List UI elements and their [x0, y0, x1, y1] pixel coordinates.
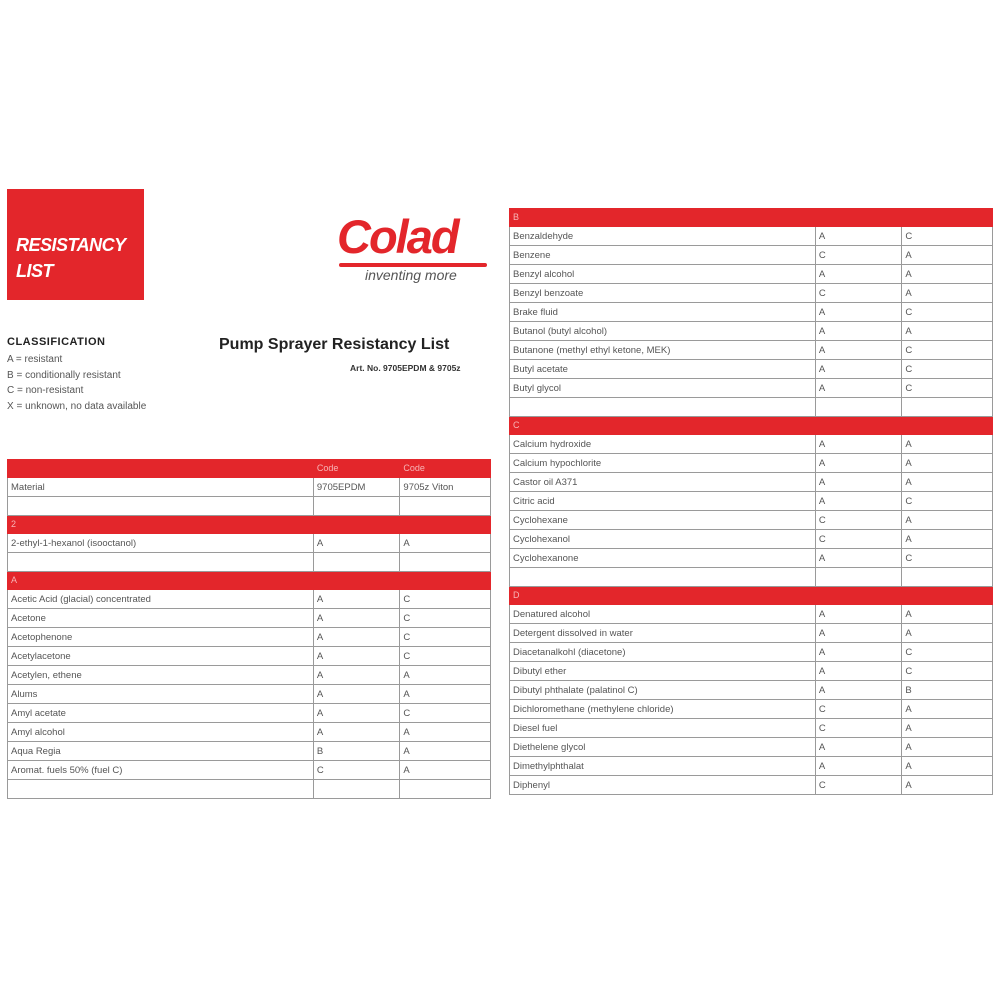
table-row	[510, 511, 993, 530]
epdm-rating-cell	[815, 417, 902, 435]
table-row	[510, 643, 993, 662]
viton-rating-cell: A	[902, 700, 993, 719]
section-header-row	[8, 572, 491, 590]
viton-rating-cell: C	[902, 549, 993, 568]
material-cell: 2	[8, 516, 314, 534]
epdm-rating-cell: A	[815, 549, 902, 568]
table-row	[510, 700, 993, 719]
epdm-rating-cell: A	[313, 723, 400, 742]
table-row	[510, 776, 993, 795]
viton-rating-cell: A	[902, 473, 993, 492]
epdm-rating-cell: A	[815, 662, 902, 681]
material-cell	[8, 780, 314, 799]
viton-rating-cell	[902, 209, 993, 227]
table-row	[8, 497, 491, 516]
material-cell: Aromat. fuels 50% (fuel C)	[8, 761, 314, 780]
table-row	[510, 624, 993, 643]
table-row	[510, 757, 993, 776]
viton-rating-cell: A	[902, 757, 993, 776]
viton-rating-cell: A	[400, 685, 491, 704]
viton-rating-cell: A	[902, 738, 993, 757]
epdm-rating-cell: A	[815, 435, 902, 454]
viton-rating-cell: C	[400, 628, 491, 647]
material-cell: Cyclohexanone	[510, 549, 816, 568]
epdm-rating-cell: A	[815, 492, 902, 511]
material-cell: Acetylacetone	[8, 647, 314, 666]
epdm-rating-cell: 9705EPDM	[313, 478, 400, 497]
viton-rating-cell: A	[400, 761, 491, 780]
epdm-rating-cell	[313, 497, 400, 516]
colad-logo	[335, 207, 490, 287]
table-row	[8, 742, 491, 761]
material-cell	[510, 398, 816, 417]
epdm-rating-cell: A	[313, 647, 400, 666]
epdm-rating-cell	[313, 780, 400, 799]
table-row	[510, 341, 993, 360]
classification-item: A = resistant	[7, 354, 63, 365]
viton-rating-cell: A	[902, 605, 993, 624]
epdm-rating-cell: C	[815, 511, 902, 530]
material-cell: Diesel fuel	[510, 719, 816, 738]
viton-rating-cell	[400, 572, 491, 590]
epdm-rating-cell: A	[313, 534, 400, 553]
table-row	[510, 246, 993, 265]
material-cell: Diphenyl	[510, 776, 816, 795]
material-cell: Benzene	[510, 246, 816, 265]
resistancy-list-badge	[7, 189, 144, 300]
epdm-rating-cell	[815, 209, 902, 227]
table-row	[8, 628, 491, 647]
material-cell: Acetone	[8, 609, 314, 628]
epdm-rating-cell: A	[815, 322, 902, 341]
material-cell: Benzyl benzoate	[510, 284, 816, 303]
epdm-rating-cell: A	[313, 685, 400, 704]
epdm-rating-cell: A	[815, 624, 902, 643]
document-title: Pump Sprayer Resistancy List	[219, 336, 450, 353]
table-row	[8, 780, 491, 799]
classification-item: C = non-resistant	[7, 385, 84, 396]
table-row	[510, 549, 993, 568]
table-row	[510, 454, 993, 473]
resistance-table-right	[509, 208, 993, 795]
material-cell: Citric acid	[510, 492, 816, 511]
table-row	[510, 473, 993, 492]
table-row	[8, 478, 491, 497]
material-cell: D	[510, 587, 816, 605]
viton-rating-cell: C	[902, 643, 993, 662]
epdm-rating-cell: C	[815, 776, 902, 795]
viton-rating-cell: C	[400, 704, 491, 723]
table-row	[8, 534, 491, 553]
viton-rating-cell: 9705z Viton	[400, 478, 491, 497]
epdm-rating-cell: A	[815, 227, 902, 246]
epdm-rating-cell	[815, 568, 902, 587]
material-cell: Diethelene glycol	[510, 738, 816, 757]
table-row	[8, 666, 491, 685]
epdm-rating-cell: A	[313, 628, 400, 647]
table-row	[510, 492, 993, 511]
viton-rating-cell: C	[902, 341, 993, 360]
material-cell: Dichloromethane (methylene chloride)	[510, 700, 816, 719]
material-cell: Acetic Acid (glacial) concentrated	[8, 590, 314, 609]
epdm-rating-cell: A	[313, 666, 400, 685]
viton-rating-cell: A	[902, 246, 993, 265]
viton-rating-cell: A	[902, 511, 993, 530]
epdm-rating-cell: A	[815, 303, 902, 322]
table-row	[510, 360, 993, 379]
section-header-row	[510, 209, 993, 227]
viton-rating-cell	[902, 398, 993, 417]
table-row	[510, 379, 993, 398]
material-cell: Brake fluid	[510, 303, 816, 322]
material-cell: Material	[8, 478, 314, 497]
epdm-rating-cell: A	[313, 609, 400, 628]
material-cell	[510, 568, 816, 587]
epdm-rating-cell: C	[815, 530, 902, 549]
viton-rating-cell: Code	[400, 460, 491, 478]
viton-rating-cell: A	[902, 624, 993, 643]
article-number: Art. No. 9705EPDM & 9705z	[350, 363, 461, 373]
material-cell: Calcium hypochlorite	[510, 454, 816, 473]
viton-rating-cell: C	[902, 360, 993, 379]
material-cell: Butanone (methyl ethyl ketone, MEK)	[510, 341, 816, 360]
material-cell: Castor oil A371	[510, 473, 816, 492]
badge-line-1: RESISTANCY	[16, 235, 126, 255]
viton-rating-cell: A	[400, 742, 491, 761]
material-cell: A	[8, 572, 314, 590]
viton-rating-cell: C	[902, 303, 993, 322]
viton-rating-cell	[400, 780, 491, 799]
epdm-rating-cell	[313, 516, 400, 534]
table-row	[8, 685, 491, 704]
epdm-rating-cell: A	[815, 738, 902, 757]
material-cell: C	[510, 417, 816, 435]
table-row	[510, 303, 993, 322]
table-row	[510, 322, 993, 341]
epdm-rating-cell: A	[313, 590, 400, 609]
epdm-rating-cell: B	[313, 742, 400, 761]
viton-rating-cell: B	[902, 681, 993, 700]
viton-rating-cell: A	[902, 322, 993, 341]
table-row	[510, 284, 993, 303]
classification-item: B = conditionally resistant	[7, 369, 121, 381]
viton-rating-cell: C	[902, 227, 993, 246]
viton-rating-cell: A	[902, 719, 993, 738]
epdm-rating-cell: A	[815, 605, 902, 624]
table-row	[8, 590, 491, 609]
epdm-rating-cell: A	[815, 341, 902, 360]
table-row	[8, 553, 491, 572]
material-cell: Benzaldehyde	[510, 227, 816, 246]
epdm-rating-cell: A	[815, 757, 902, 776]
viton-rating-cell	[902, 568, 993, 587]
table-row	[510, 435, 993, 454]
epdm-rating-cell	[815, 398, 902, 417]
material-cell: Acetylen, ethene	[8, 666, 314, 685]
classification-title: CLASSIFICATION	[7, 336, 106, 348]
epdm-rating-cell: A	[815, 643, 902, 662]
table-row	[8, 723, 491, 742]
table-row	[510, 719, 993, 738]
classification-item: X = unknown, no data available	[7, 400, 147, 412]
viton-rating-cell: A	[902, 776, 993, 795]
epdm-rating-cell: C	[815, 700, 902, 719]
viton-rating-cell: A	[902, 530, 993, 549]
epdm-rating-cell: A	[815, 681, 902, 700]
material-cell: Cyclohexane	[510, 511, 816, 530]
viton-rating-cell: A	[400, 666, 491, 685]
material-cell: Detergent dissolved in water	[510, 624, 816, 643]
material-cell: Dibutyl ether	[510, 662, 816, 681]
table-row	[510, 227, 993, 246]
epdm-rating-cell: C	[815, 719, 902, 738]
material-cell: 2-ethyl-1-hexanol (isooctanol)	[8, 534, 314, 553]
table-row	[8, 647, 491, 666]
material-cell: Aqua Regia	[8, 742, 314, 761]
viton-rating-cell: C	[400, 590, 491, 609]
material-cell: Alums	[8, 685, 314, 704]
logo-brand: Colad	[337, 210, 458, 263]
epdm-rating-cell: C	[815, 284, 902, 303]
material-cell: Dimethylphthalat	[510, 757, 816, 776]
material-cell: Acetophenone	[8, 628, 314, 647]
epdm-rating-cell: A	[815, 379, 902, 398]
logo-tagline: inventing more	[365, 267, 457, 283]
material-cell: Diacetanalkohl (diacetone)	[510, 643, 816, 662]
viton-rating-cell: A	[400, 723, 491, 742]
viton-rating-cell	[902, 417, 993, 435]
viton-rating-cell: C	[400, 647, 491, 666]
material-cell: Butyl glycol	[510, 379, 816, 398]
material-cell: B	[510, 209, 816, 227]
viton-rating-cell: C	[400, 609, 491, 628]
table-row	[8, 609, 491, 628]
material-cell: Butanol (butyl alcohol)	[510, 322, 816, 341]
material-cell: Dibutyl phthalate (palatinol C)	[510, 681, 816, 700]
epdm-rating-cell: A	[815, 360, 902, 379]
material-cell: Calcium hydroxide	[510, 435, 816, 454]
section-header-row	[510, 587, 993, 605]
viton-rating-cell	[400, 516, 491, 534]
section-header-row	[8, 516, 491, 534]
table-row	[510, 265, 993, 284]
classification-list	[7, 352, 146, 414]
epdm-rating-cell: A	[313, 704, 400, 723]
table-row	[510, 738, 993, 757]
epdm-rating-cell: C	[815, 246, 902, 265]
table-row	[510, 681, 993, 700]
viton-rating-cell: A	[400, 534, 491, 553]
material-cell: Cyclohexanol	[510, 530, 816, 549]
badge-line-2: LIST	[16, 261, 53, 281]
epdm-rating-cell	[313, 572, 400, 590]
table-row	[510, 605, 993, 624]
viton-rating-cell: A	[902, 454, 993, 473]
viton-rating-cell	[902, 587, 993, 605]
epdm-rating-cell: A	[815, 454, 902, 473]
material-cell	[8, 460, 314, 478]
table-row	[510, 568, 993, 587]
material-cell: Amyl acetate	[8, 704, 314, 723]
table-row	[8, 761, 491, 780]
viton-rating-cell: A	[902, 284, 993, 303]
table-row	[8, 704, 491, 723]
material-cell: Amyl alcohol	[8, 723, 314, 742]
viton-rating-cell: C	[902, 379, 993, 398]
table-row	[510, 398, 993, 417]
viton-rating-cell: C	[902, 492, 993, 511]
section-header-row	[8, 460, 491, 478]
material-cell: Denatured alcohol	[510, 605, 816, 624]
section-header-row	[510, 417, 993, 435]
table-row	[510, 662, 993, 681]
epdm-rating-cell	[313, 553, 400, 572]
epdm-rating-cell: C	[313, 761, 400, 780]
viton-rating-cell	[400, 553, 491, 572]
material-cell: Benzyl alcohol	[510, 265, 816, 284]
material-cell: Butyl acetate	[510, 360, 816, 379]
epdm-rating-cell: A	[815, 473, 902, 492]
material-cell	[8, 553, 314, 572]
epdm-rating-cell	[815, 587, 902, 605]
material-cell	[8, 497, 314, 516]
viton-rating-cell: A	[902, 265, 993, 284]
epdm-rating-cell: A	[815, 265, 902, 284]
badge-title	[16, 232, 126, 284]
viton-rating-cell	[400, 497, 491, 516]
viton-rating-cell: A	[902, 435, 993, 454]
table-row	[510, 530, 993, 549]
resistance-table-left	[7, 459, 491, 799]
viton-rating-cell: C	[902, 662, 993, 681]
epdm-rating-cell: Code	[313, 460, 400, 478]
